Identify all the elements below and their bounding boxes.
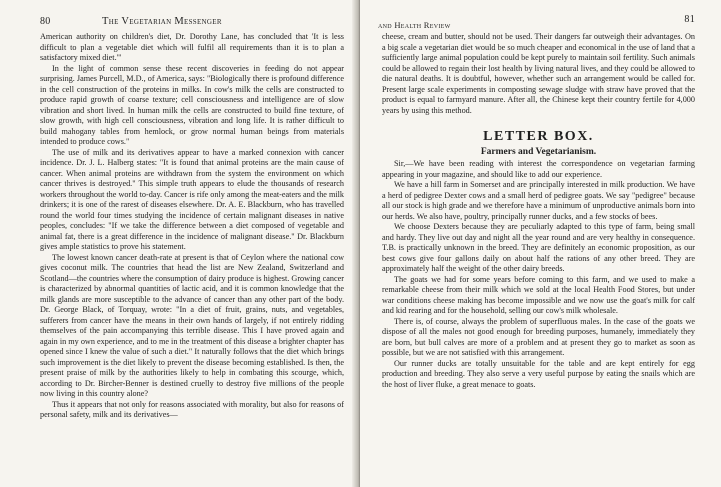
paragraph: The lowest known cancer death-rate at present is that of Ceylon where the national cow gives coconut milk. The countries that head the list are New Zealand, Switzerland and Scotland—the countries where the consumption of dairy produce is highest. Growing cancer is characterized by abnormal quantities of lactic acid, and it is common knowledge that the milk glands are more susceptible to the advance of cancer than any other part of the body. Dr. George Black, of Torquay, wrote: "In a diet of fruit, grains, nuts, and vegetables, sufferers from cancer have the means in their own hands of largely, if not entirely ridding themselves of the pain accompanying this terrible disease. This I have proved again and again in my own experience, and to me in the treatment of this disease a brighter chapter has opened since I knew the value of such a diet." It naturally follows that the diet which brings such improvement is the diet likely to prevent the disease becoming established. Is then, the present praise of milk by the authorities likely to help in combating this scourge, which, according to Dr. Bircher-Benner is destined cruelly to destroy five millions of the people now living in this country alone?: [40, 252, 344, 398]
left-page-body: [40, 32, 344, 421]
letter-paragraph: We choose Dexters because they are peculiarly adapted to this type of farm, being small and hardy. They live out day and night all the year round and are very healthy in consequence. T.B. is practically unknown in the breed. They are definitely an economic proposition, as our best cows give four gallons daily on about half the rations of any other breed. They are approximately half the weight of the other dairy breeds.: [382, 222, 695, 273]
paragraph: In the light of common sense these recent discoveries in feeding do not appear surprising. James Purcell, M.D., of America, says: "Biologically there is profound difference in the cell construction of the proteins in milks. In cow's milk the cells are constructed to produce rapid growth of coarse texture; cell consciousness and intelligence are of slow vibration and short lived. In human milk the cells are constructed to build fine texture, of slow growth, with high cell consciousness, vibration and long life. It is rather difficult to build mahogany tables from hemlock, or grow normal human beings from materials intended to produce cows.": [40, 63, 344, 146]
letter-paragraph: There is, of course, always the problem of superfluous males. In the case of the goats we dispose of all the males not good enough for breeding purposes, humanely, immediately they are born, but bull calves are more of a problem and at present they go to market as soon as possible, but we are not satisfied with this arrangement.: [382, 316, 695, 357]
left-page-header: [40, 14, 344, 28]
paragraph: The use of milk and its derivatives appear to have a marked connexion with cancer incidence. Dr. J. L. Halberg states: "It is found that animal proteins are the main cause of cancer. When animal proteins are withdrawn from the system the environment on which cancer thrives is destroyed." This simple truth appears to elude the thousands of research workers throughout the world to-day. Cancer is rife only among the meat-eaters and the milk drinkers; it is one of the rarest of diseases elsewhere. Dr. A. E. Blackburn, who has travelled round the world four times studying the incidence of certain malignant diseases in native peoples, concludes: "If we take the difference between a diet composed of vegetable and animal fat, there is a great difference in the incidence of malignant disease." Dr. Blackburn gives ample statistics to prove his statement.: [40, 147, 344, 251]
section-subtitle: Farmers and Vegetarianism.: [480, 146, 597, 157]
letter-paragraph: We have a hill farm in Somerset and are principally interested in milk production. We have a herd of pedigree Dexter cows and a small herd of pedigree goats. We say "pedigree" because all our stock is high grade and we therefore have a minimum of unproductive animals born into our herds. We also have, poultry, principally runner ducks, and a few stocks of bees.: [382, 180, 695, 221]
right-page-header: [378, 14, 695, 30]
paragraph: American authority on children's diet, Dr. Dorothy Lane, has concluded that 'It is less difficult to plan a vegetable diet which will fulfil all requirements than it is to plan a satisfactory mixed diet.'": [40, 32, 344, 62]
left-page-number: 80: [40, 16, 51, 27]
right-page-body: [382, 32, 695, 390]
paragraph: Thus it appears that not only for reasons associated with morality, but also for reasons of personal safety, milk and its derivatives—: [40, 399, 344, 419]
paragraph: cheese, cream and butter, should not be used. Their dangers far outweigh their advantages. On a big scale a vegetarian diet would be so much cheaper and economical in the use of land that a sufficiently large animal population could be kept purely to maintain soil fertility. Such animals could be allowed to regain their lost health by living natural lives, and they could be allowed to die natural deaths. It is doubtful, however, whether such an arrangement would be called for. Present large scale experiments in composting sewage sludge with straw have proved that the product is equal to farmyard manure. After all, the Chinese kept their country fertile for 4,000 years by using this method.: [382, 32, 695, 115]
right-page: [360, 0, 721, 487]
left-page: [0, 0, 358, 487]
section-title: LETTER BOX.: [483, 129, 594, 144]
letter-paragraph: Sir,—We have been reading with interest the correspondence on vegetarian farming appearing in your magazine, and should like to add our experience.: [382, 159, 695, 179]
letter-paragraph: The goats we had for some years before coming to this farm, and we used to make a remarkable cheese from their milk which we sold at the local Health Food Stores, but under war conditions cheese making has become impossible and we now use the goat's milk for calf and kid rearing and for the household, selling our cow's milk wholesale.: [382, 274, 695, 315]
right-page-number: 81: [684, 14, 695, 25]
right-running-head: and Health Review: [378, 20, 451, 30]
letter-paragraph: Our runner ducks are totally unsuitable for the table and are kept entirely for egg production and breeding. They also serve a very useful purpose by eating the snails which are the host of liver fluke, a great menace to goats.: [382, 358, 695, 389]
left-running-head: The Vegetarian Messenger: [102, 16, 222, 27]
